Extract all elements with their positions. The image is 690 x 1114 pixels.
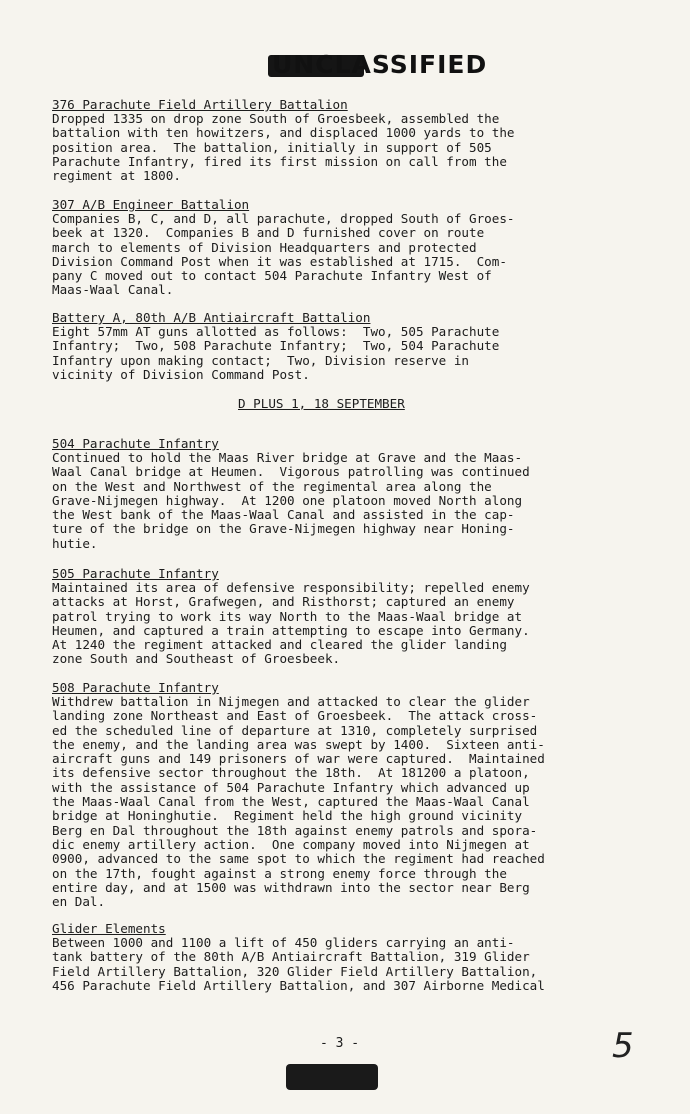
text-line: on the West and Northwest of the regimental area along the [52,478,492,494]
text-line: Parachute Infantry, fired its first mission on call from the [52,153,507,169]
text-line: Infantry upon making contact; Two, Division reserve in [52,352,470,368]
day-heading: D PLUS 1, 18 SEPTEMBER [238,396,405,411]
text-line: bridge at Honinghutie. Regiment held the high ground vicinity [52,808,523,824]
classification-stamp: UNCLASSIFIED [272,50,487,79]
text-line: regiment at 1800. [52,168,181,184]
section-heading: 505 Parachute Infantry [52,566,219,581]
section-heading: 376 Parachute Field Artillery Battalion [52,97,348,112]
text-line: zone South and Southeast of Groesbeek. [52,651,341,667]
text-line: dic enemy artillery action. One company moved into Nijmegen at [52,836,530,852]
text-line: vicinity of Division Command Post. [52,366,310,382]
text-line: patrol trying to work its way North to the Maas-Waal bridge at [52,608,523,624]
text-line: Withdrew battalion in Nijmegen and attacked to clear the glider [52,694,530,709]
section-battery-a [52,311,592,382]
text-line: Grave-Nijmegen highway. At 1200 one platoon moved North along [52,492,523,508]
section-307-engineer [52,198,592,298]
text-line: the West bank of the Maas-Waal Canal and assisted in the cap- [52,507,515,523]
text-line: ture of the bridge on the Grave-Nijmegen highway near Honing- [52,521,515,537]
text-line: battalion with ten howitzers, and displaced 1000 yards to the [52,125,515,141]
handwritten-number: 5 [612,1026,634,1066]
text-line: beek at 1320. Companies B and D furnished cover on route [52,225,485,241]
text-line: the enemy, and the landing area was swept by 1400. Sixteen anti- [52,736,545,752]
text-line: entire day, and at 1500 was withdrawn into the sector near Berg [52,879,530,895]
text-line: Eight 57mm AT guns allotted as follows: Two, 505 Parachute [52,324,500,339]
text-line: Heumen, and captured a train attempting to escape into Germany. [52,622,530,638]
section-504-pir [52,437,592,551]
section-glider-elements [52,922,592,993]
text-line: Companies B, C, and D, all parachute, dropped South of Groes- [52,211,515,226]
text-line: Division Command Post when it was established at 1715. Com- [52,253,507,269]
text-line: march to elements of Division Headquarters and protected [52,239,477,255]
section-heading: Battery A, 80th A/B Antiaircraft Battalion [52,310,371,325]
text-line: en Dal. [52,894,106,910]
text-line: Field Artillery Battalion, 320 Glider Field Artillery Battalion, [52,963,538,979]
text-line: Maintained its area of defensive responsibility; repelled enemy [52,580,530,595]
section-heading: 307 A/B Engineer Battalion [52,197,250,212]
section-heading: Glider Elements [52,921,166,936]
text-line: Between 1000 and 1100 a lift of 450 gliders carrying an anti- [52,935,515,950]
text-line: its defensive sector throughout the 18th. At 181200 a platoon, [52,765,530,781]
section-505-pir [52,567,592,667]
text-line: 0900, advanced to the same spot to which the regiment had reached [52,851,545,867]
text-line: Infantry; Two, 508 Parachute Infantry; Two, 504 Parachute [52,338,500,354]
text-line: tank battery of the 80th A/B Antiaircraft Battalion, 319 Glider [52,949,530,965]
text-line: hutie. [52,535,98,551]
text-line: attacks at Horst, Grafwegen, and Risthorst; captured an enemy [52,594,515,610]
text-line: Berg en Dal throughout the 18th against enemy patrols and spora- [52,822,538,838]
text-line: with the assistance of 504 Parachute Infantry which advanced up [52,779,530,795]
text-line: aircraft guns and 149 prisoners of war were captured. Maintained [52,751,545,767]
text-line: the Maas-Waal Canal from the West, captured the Maas-Waal Canal [52,794,530,810]
redaction-bar-bottom [286,1064,378,1090]
text-line: Dropped 1335 on drop zone South of Groesbeek, assembled the [52,111,500,126]
text-line: Maas-Waal Canal. [52,282,174,298]
section-heading: 508 Parachute Infantry [52,680,219,695]
text-line: pany C moved out to contact 504 Parachute Infantry West of [52,268,492,284]
text-line: position area. The battalion, initially in support of 505 [52,139,492,155]
text-line: At 1240 the regiment attacked and cleared the glider landing [52,637,507,653]
page-number: - 3 - [320,1036,360,1051]
section-376-pfab [52,98,592,183]
text-line: Waal Canal bridge at Heumen. Vigorous patrolling was continued [52,464,530,480]
section-508-pir [52,681,592,909]
text-line: landing zone Northeast and East of Groesbeek. The attack cross- [52,708,538,724]
section-heading: 504 Parachute Infantry [52,436,219,451]
text-line: 456 Parachute Field Artillery Battalion, and 307 Airborne Medical [52,977,545,993]
text-line: Continued to hold the Maas River bridge at Grave and the Maas- [52,450,523,465]
text-line: ed the scheduled line of departure at 1310, completely surprised [52,722,538,738]
text-line: on the 17th, fought against a strong enemy force through the [52,865,507,881]
